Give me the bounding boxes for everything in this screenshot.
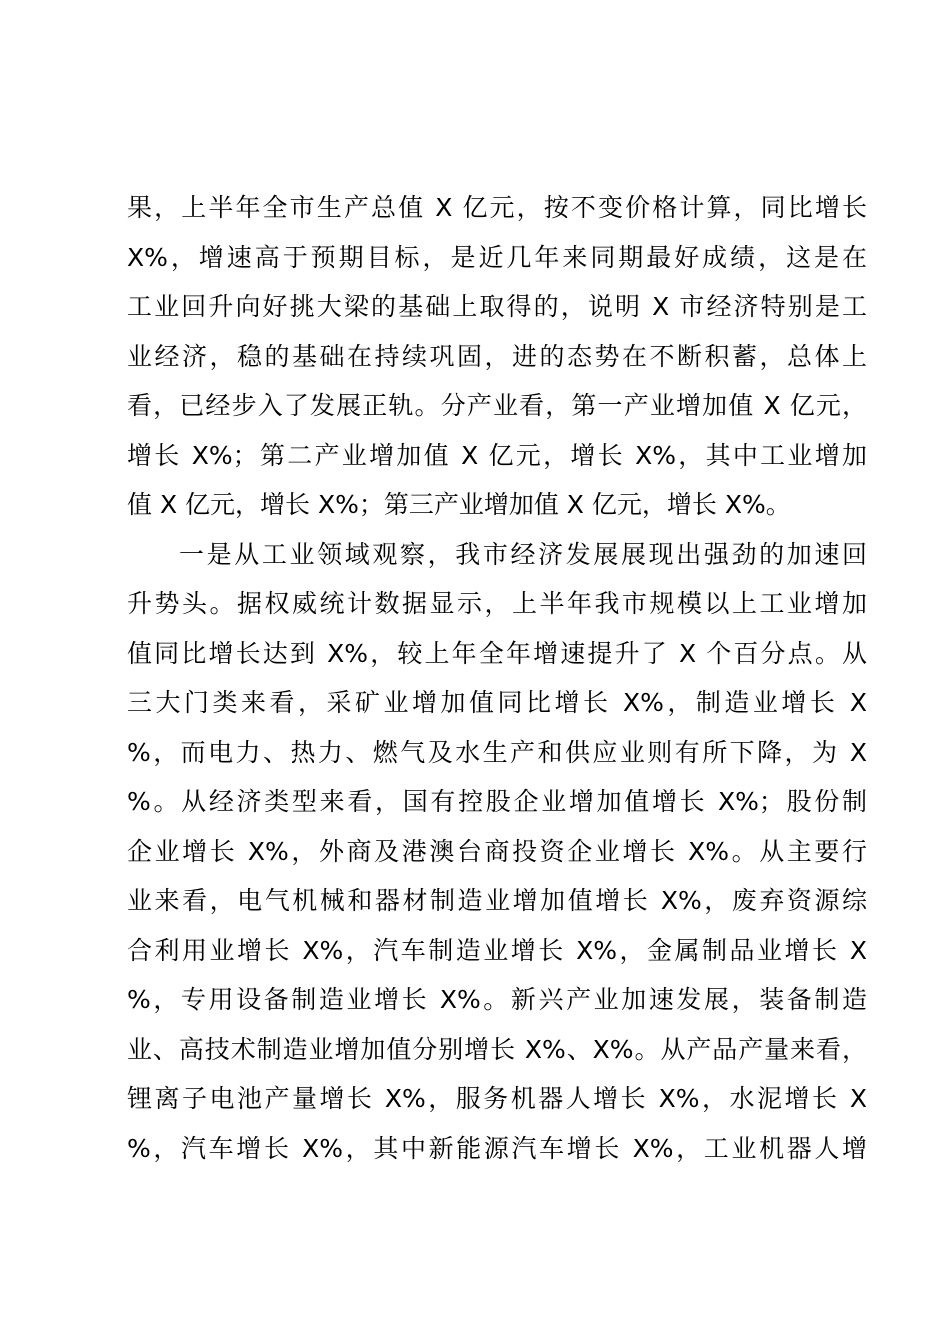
text-line: 合利用业增长 X%，汽车制造业增长 X%，金属制品业增长 X xyxy=(127,935,867,965)
text-line: 企业增长 X%，外商及港澳台商投资企业增长 X%。从主要行 xyxy=(127,836,867,866)
text-line: 业、高技术制造业增加值分别增长 X%、X%。从产品产量来看， xyxy=(127,1034,867,1064)
text-line: 升势头。据权威统计数据显示，上半年我市规模以上工业增加 xyxy=(127,589,867,618)
body-text xyxy=(127,183,867,1173)
text-line: 增长 X%；第二产业增加值 X 亿元，增长 X%，其中工业增加 xyxy=(127,440,867,470)
text-line: 看，已经步入了发展正轨。分产业看，第一产业增加值 X 亿元， xyxy=(127,391,867,420)
text-line: 工业回升向好挑大梁的基础上取得的，说明 X 市经济特别是工 xyxy=(127,292,867,321)
text-line: 三大门类来看，采矿业增加值同比增长 X%，制造业增长 X xyxy=(127,688,867,717)
text-line: %，专用设备制造业增长 X%。新兴产业加速发展，装备制造 xyxy=(127,985,867,1014)
text-line: X%，增速高于预期目标，是近几年来同期最好成绩，这是在 xyxy=(127,242,867,272)
text-line: 锂离子电池产量增长 X%，服务机器人增长 X%，水泥增长 X xyxy=(127,1084,867,1113)
paragraph-first-line: 一是从工业领域观察，我市经济发展展现出强劲的加速回 xyxy=(179,539,867,569)
text-line: %，而电力、热力、燃气及水生产和供应业则有所下降，为 X xyxy=(127,737,867,767)
text-line: 业经济，稳的基础在持续巩固，进的态势在不断积蓄，总体上 xyxy=(127,341,867,371)
text-line: %，汽车增长 X%，其中新能源汽车增长 X%，工业机器人增 xyxy=(127,1133,867,1163)
text-line: 果，上半年全市生产总值 X 亿元，按不变价格计算，同比增长 xyxy=(127,193,867,222)
text-line: 值同比增长达到 X%，较上年全年增速提升了 X 个百分点。从 xyxy=(127,638,867,668)
text-line: 业来看，电气机械和器材制造业增加值增长 X%，废弃资源综 xyxy=(127,886,867,915)
text-line: %。从经济类型来看，国有控股企业增加值增长 X%；股份制 xyxy=(127,787,867,816)
text-line: 值 X 亿元，增长 X%；第三产业增加值 X 亿元，增长 X%。 xyxy=(127,490,791,519)
